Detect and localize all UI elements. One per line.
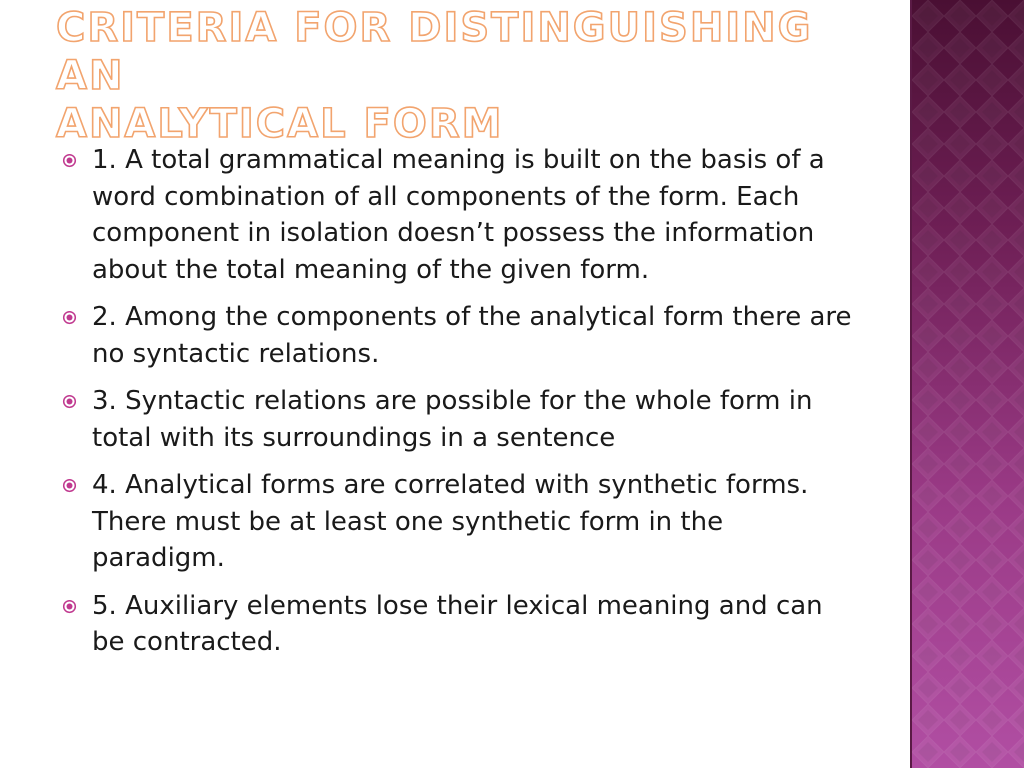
bullet-list: [62, 142, 862, 672]
circle-bullet-icon: [62, 599, 77, 614]
title-line-1: CRITERIA FOR DISTINGUISHING AN: [56, 5, 813, 99]
bullet-text-5: 5. Auxiliary elements lose their lexical meaning and can be contracted.: [92, 590, 823, 657]
circle-bullet-icon: [62, 153, 77, 168]
bullet-text-2: 2. Among the components of the analytical form there are no syntactic relations.: [92, 302, 852, 369]
diamond-pattern: [912, 0, 1024, 768]
bullet-text-1: 1. A total grammatical meaning is built on the basis of a word combination of all components of the form. Each component in isolation doesn’t possess the information about the total meaning of the given form.: [92, 145, 825, 285]
circle-bullet-icon: [62, 478, 77, 493]
bullet-text-3: 3. Syntactic relations are possible for the whole form in total with its surroundings in a sentence: [92, 386, 813, 453]
title-line-2: ANALYTICAL FORM: [56, 101, 504, 147]
bullet-item-2: [62, 299, 862, 372]
slide-title: [56, 4, 896, 148]
bullet-item-3: [62, 383, 862, 456]
decorative-side-panel: [912, 0, 1024, 768]
bullet-text-4: 4. Analytical forms are correlated with synthetic forms. There must be at least one synthetic form in the paradigm.: [92, 470, 809, 573]
bullet-item-1: [62, 142, 862, 288]
circle-bullet-icon: [62, 394, 77, 409]
circle-bullet-icon: [62, 310, 77, 325]
bullet-item-5: [62, 588, 862, 661]
bullet-item-4: [62, 467, 862, 577]
